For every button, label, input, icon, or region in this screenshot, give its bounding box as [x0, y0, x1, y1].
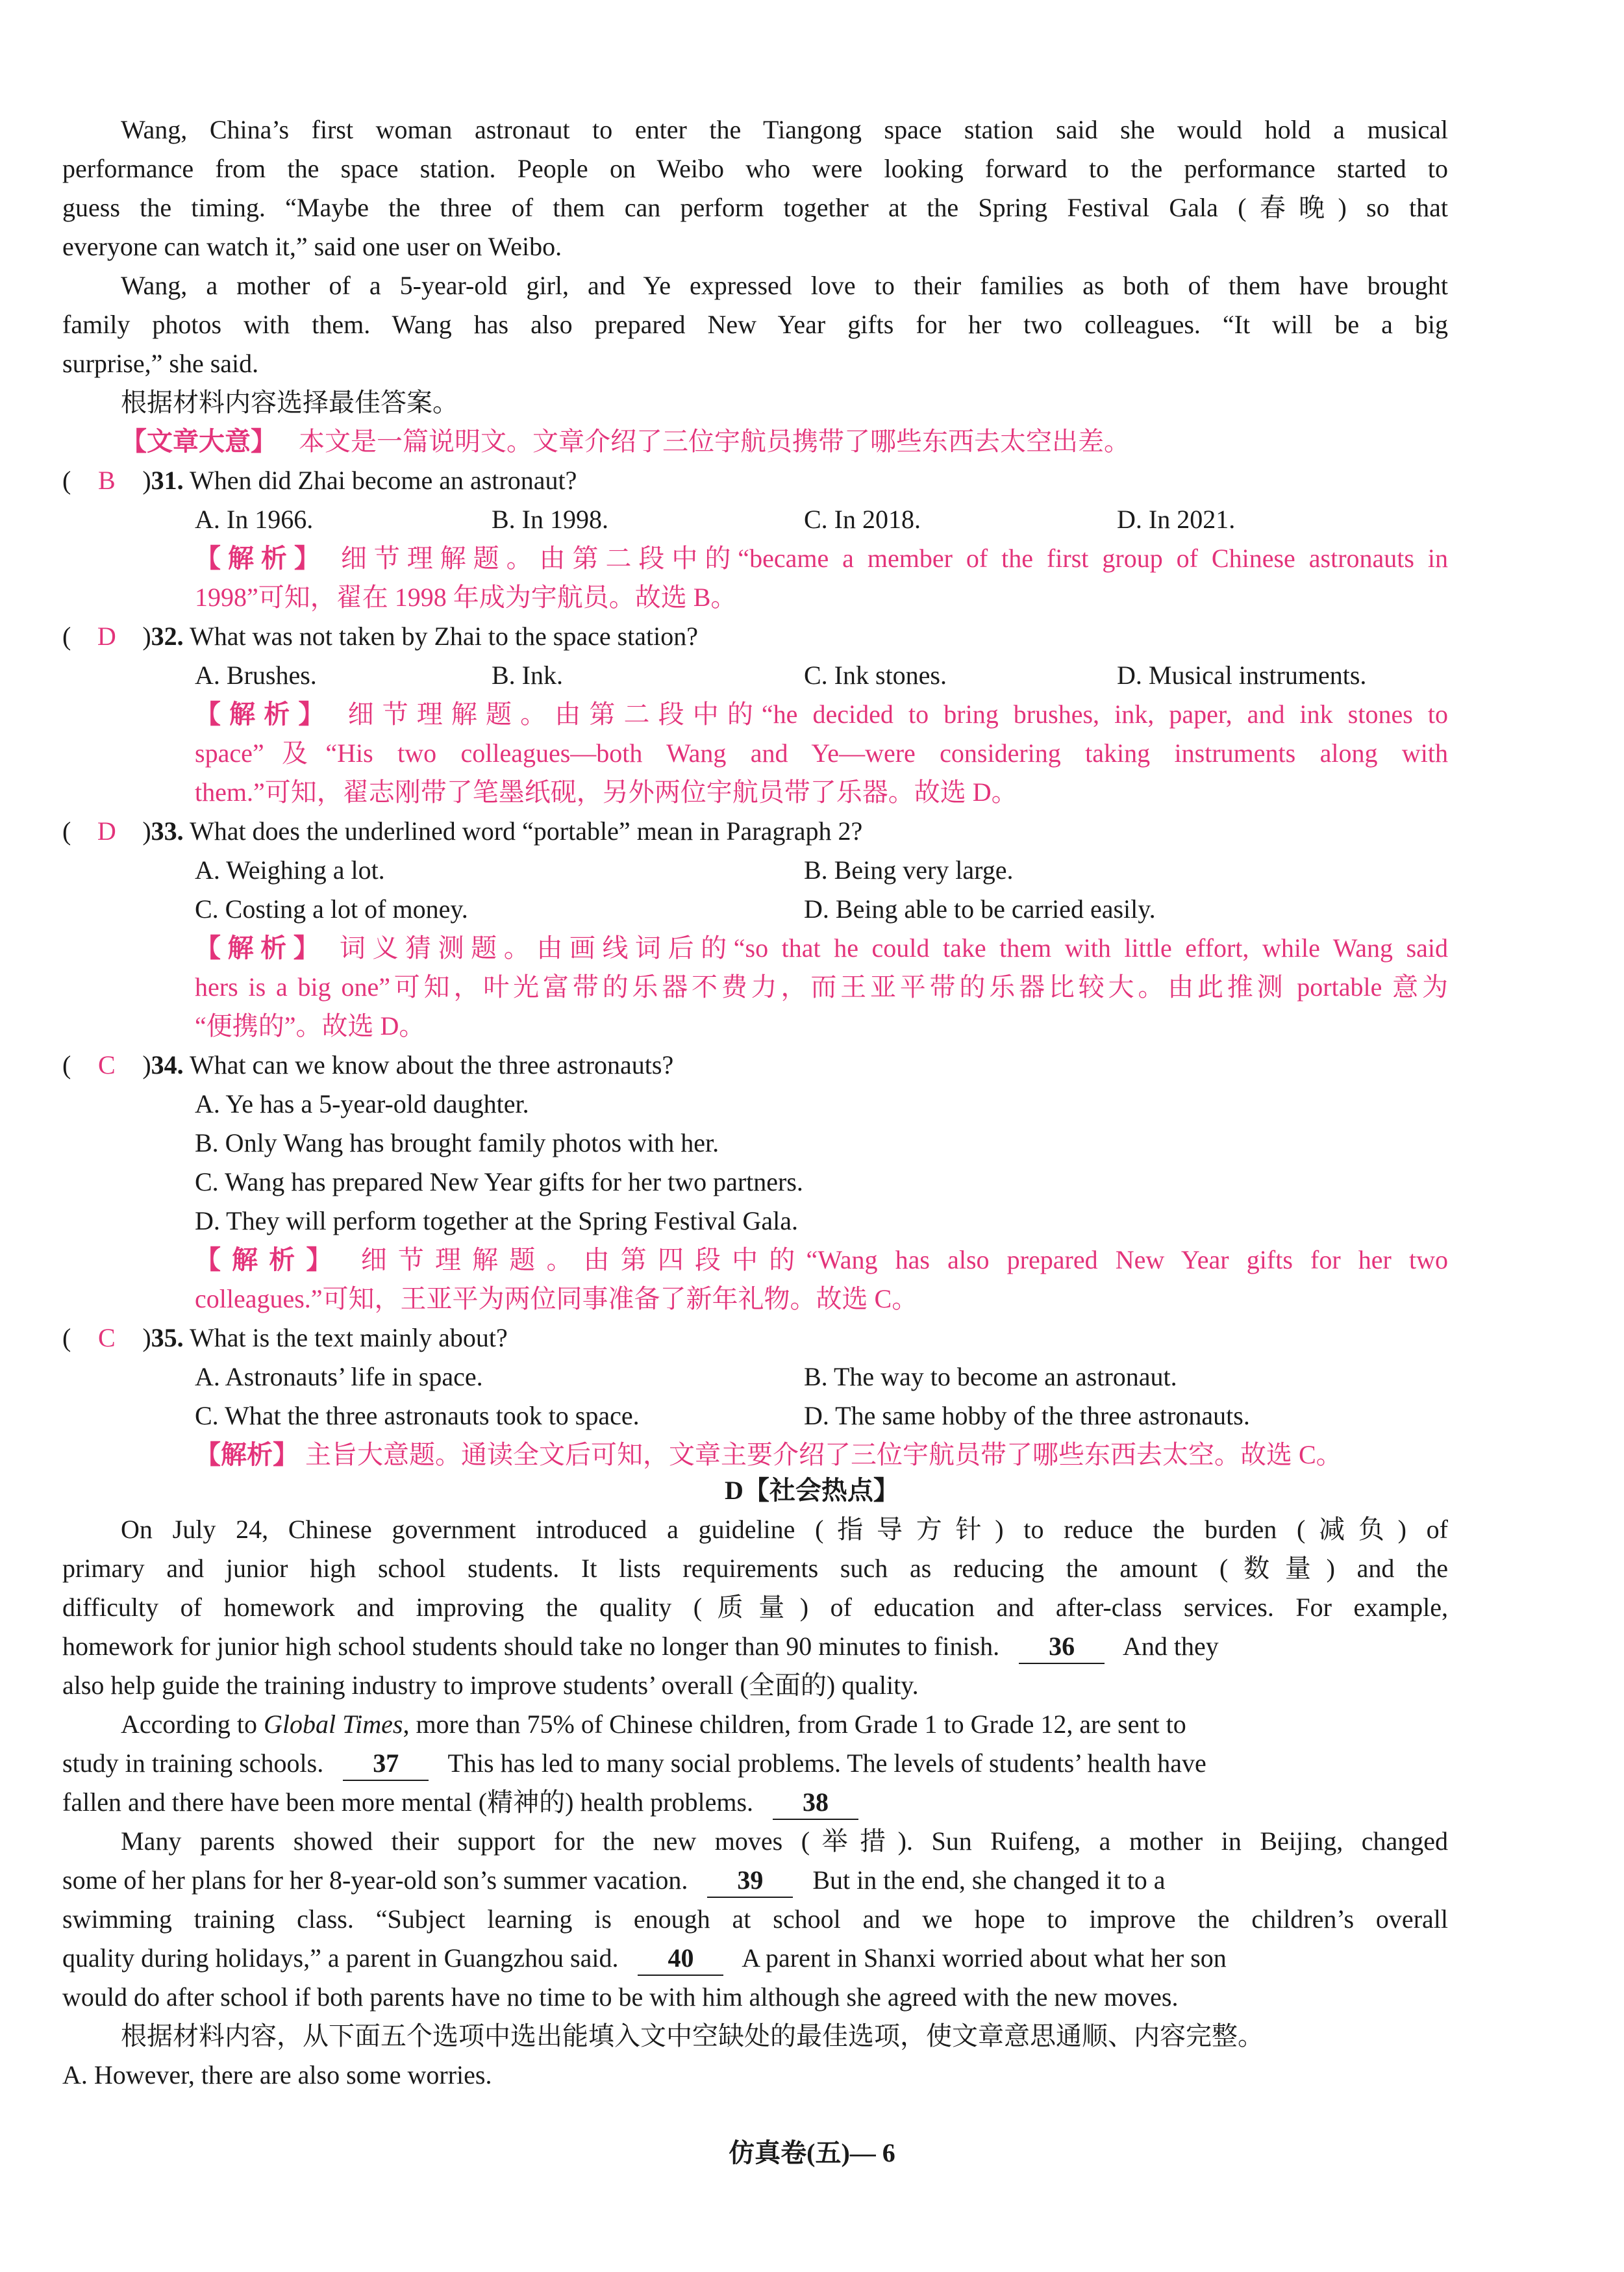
- question-number: 31.: [151, 466, 184, 495]
- publication-name: Global Times: [263, 1710, 403, 1739]
- passage-text: quality during holidays,” a parent in Guangzhou said.: [62, 1943, 619, 1973]
- question-number: 32.: [151, 622, 184, 651]
- passage-line: swimming training class. “Subject learning is enough at school and we hope to improve the children’s overall: [62, 1904, 1448, 1934]
- passage-line: [62, 1744, 1448, 1783]
- analysis-31: [195, 539, 1448, 578]
- passage-line: Many parents showed their support for the new moves (举措). Sun Ruifeng, a mother in Beijing, changed: [121, 1826, 1448, 1856]
- analysis-text: space”及“His two colleagues—both Wang and Ye—were considering taking instruments along with: [195, 738, 1448, 768]
- question-number: 35.: [151, 1323, 184, 1352]
- option: A. Weighing a lot.: [195, 855, 385, 885]
- option: A. Astronauts’ life in space.: [195, 1362, 483, 1391]
- option: A. In 1966.: [195, 505, 314, 534]
- passage-text: , more than 75% of Chinese children, from Grade 1 to Grade 12, are sent to: [403, 1710, 1186, 1739]
- passage-text: This has led to many social problems. The levels of students’ health have: [447, 1748, 1206, 1778]
- analysis-tag: 【解析】: [195, 1245, 344, 1274]
- passage-line: primary and junior high school students. It lists requirements such as reducing the amount (数量) and the: [62, 1554, 1448, 1583]
- passage-line: surprise,” she said.: [62, 349, 259, 378]
- passage-text: study in training schools.: [62, 1748, 324, 1778]
- passage-line: Wang, a mother of a 5-year-old girl, and Ye expressed love to their families as both of them have brought: [121, 271, 1448, 300]
- passage-line: [62, 1627, 1448, 1666]
- blank-40[interactable]: 40: [638, 1942, 723, 1976]
- passage-line: also help guide the training industry to improve students’ overall (全面的) quality.: [62, 1671, 919, 1700]
- passage-text: fallen and there have been more mental (精神的) health problems.: [62, 1787, 754, 1817]
- option: D. Being able to be carried easily.: [804, 894, 1156, 924]
- blank-39[interactable]: 39: [707, 1864, 793, 1898]
- passage-line: would do after school if both parents have no time to be with him although she agreed with the new moves.: [62, 1982, 1179, 2012]
- instruction-text: 根据材料内容，从下面五个选项中选出能填入文中空缺处的最佳选项，使文章意思通顺、内容完整。: [121, 2021, 1264, 2051]
- option: C. Costing a lot of money.: [195, 894, 468, 924]
- question-number: 33.: [151, 816, 184, 846]
- option: C. In 2018.: [804, 505, 921, 534]
- passage-line: [62, 1861, 1448, 1900]
- option: B. Only Wang has brought family photos with her.: [195, 1128, 719, 1157]
- analysis-text: 主旨大意题。通读全文后可知，文章主要介绍了三位宇航员带了哪些东西去太空。故选 C。: [305, 1440, 1342, 1469]
- analysis-text: 细节理解题。由第二段中的“he decided to bring brushes, ink, paper, and ink stones to: [347, 700, 1449, 729]
- analysis-text: 细节理解题。由第二段中的“became a member of the first group of Chinese astronauts in: [340, 544, 1449, 573]
- option: C. What the three astronauts took to space.: [195, 1401, 640, 1430]
- option: B. The way to become an astronaut.: [804, 1362, 1177, 1391]
- option: A. Brushes.: [195, 661, 317, 690]
- summary-text: 本文是一篇说明文。文章介绍了三位宇航员携带了哪些东西去太空出差。: [299, 427, 1130, 456]
- analysis-text: 细节理解题。由第四段中的“Wang has also prepared New Year gifts for her two: [360, 1245, 1449, 1274]
- passage-line: [121, 1705, 1448, 1744]
- analysis-text: 1998”可知，翟在 1998 年成为宇航员。故选 B。: [195, 583, 737, 612]
- question-number: 34.: [151, 1050, 184, 1079]
- question-31: ( B )31. When did Zhai become an astronaut?: [62, 461, 1448, 500]
- answer-33: D: [97, 816, 116, 846]
- question-stem: When did Zhai become an astronaut?: [189, 466, 577, 495]
- analysis-text: them.”可知，翟志刚带了笔墨纸砚，另外两位宇航员带了乐器。故选 D。: [195, 777, 1018, 807]
- option: C. Ink stones.: [804, 661, 947, 690]
- answer-35: C: [97, 1323, 116, 1352]
- summary-tag: 【文章大意】: [121, 427, 277, 456]
- analysis-tag: 【解析】: [195, 700, 333, 729]
- question-stem: What is the text mainly about?: [189, 1323, 508, 1352]
- analysis-text: hers is a big one”可知，叶光富带的乐器不费力，而王亚平带的乐器比较大。由此推测 portable 意为: [195, 972, 1448, 1002]
- option-a: A. However, there are also some worries.: [62, 2060, 492, 2089]
- question-stem: What can we know about the three astronauts?: [189, 1050, 674, 1079]
- option: D. In 2021.: [1117, 505, 1236, 534]
- analysis-32: [195, 695, 1448, 734]
- analysis-33: [195, 929, 1448, 968]
- section-title: D【社会热点】: [725, 1476, 899, 1505]
- analysis-text: “便携的”。故选 D。: [195, 1011, 425, 1041]
- option: B. In 1998.: [492, 505, 608, 534]
- analysis-tag: 【解析】: [195, 544, 327, 573]
- blank-38[interactable]: 38: [773, 1786, 858, 1820]
- passage-text: But in the end, she changed it to a: [812, 1865, 1166, 1895]
- instruction-text: 根据材料内容选择最佳答案。: [121, 388, 458, 417]
- passage-text: homework for junior high school students should take no longer than 90 minutes to finish.: [62, 1632, 1000, 1661]
- question-stem: What was not taken by Zhai to the space station?: [189, 622, 699, 651]
- option: A. Ye has a 5-year-old daughter.: [195, 1089, 529, 1118]
- page-footer: 仿真卷(五)— 6: [729, 2138, 895, 2167]
- analysis-tag: 【解析】: [195, 1440, 299, 1469]
- summary: [121, 422, 1448, 461]
- option: C. Wang has prepared New Year gifts for her two partners.: [195, 1167, 803, 1196]
- passage-text: A parent in Shanxi worried about what her son: [742, 1943, 1227, 1973]
- passage-line: family photos with them. Wang has also prepared New Year gifts for her two colleagues. “It will be a big: [62, 310, 1448, 339]
- passage-text: some of her plans for her 8-year-old son’s summer vacation.: [62, 1865, 688, 1895]
- analysis-34: [195, 1241, 1448, 1280]
- blank-36[interactable]: 36: [1019, 1630, 1105, 1664]
- blank-37[interactable]: 37: [343, 1747, 429, 1781]
- answer-32: D: [97, 622, 116, 651]
- option: B. Being very large.: [804, 855, 1014, 885]
- passage-line: Wang, China’s first woman astronaut to enter the Tiangong space station said she would hold a musical: [121, 115, 1448, 144]
- option: B. Ink.: [492, 661, 563, 690]
- question-35: ( C )35. What is the text mainly about?: [62, 1319, 1448, 1357]
- passage-text: According to: [121, 1710, 264, 1739]
- passage-line: [62, 1939, 1448, 1978]
- option: D. Musical instruments.: [1117, 661, 1367, 690]
- analysis-35: [195, 1435, 1448, 1474]
- passage-line: performance from the space station. People on Weibo who were looking forward to the performance started to: [62, 154, 1448, 183]
- passage-line: guess the timing. “Maybe the three of them can perform together at the Spring Festival Gala (春晚) so that: [62, 193, 1448, 222]
- answer-31: B: [97, 466, 116, 495]
- analysis-text: colleagues.”可知，王亚平为两位同事准备了新年礼物。故选 C。: [195, 1284, 918, 1313]
- passage-line: everyone can watch it,” said one user on Weibo.: [62, 232, 562, 261]
- passage-line: difficulty of homework and improving the quality (质量) of education and after-class services. For example,: [62, 1593, 1448, 1622]
- question-stem: What does the underlined word “portable” mean in Paragraph 2?: [189, 816, 863, 846]
- passage-line: [62, 1783, 1448, 1822]
- analysis-text: 词义猜测题。由画线词后的“so that he could take them with little effort, while Wang said: [339, 933, 1449, 963]
- analysis-tag: 【解析】: [195, 933, 327, 963]
- option: D. The same hobby of the three astronauts.: [804, 1401, 1250, 1430]
- passage-text: And they: [1122, 1632, 1219, 1661]
- question-32: ( D )32. What was not taken by Zhai to the space station?: [62, 617, 1448, 656]
- passage-line: On July 24, Chinese government introduced a guideline (指导方针) to reduce the burden (减负) of: [121, 1515, 1448, 1544]
- question-34: ( C )34. What can we know about the three astronauts?: [62, 1046, 1448, 1085]
- option: D. They will perform together at the Spring Festival Gala.: [195, 1206, 799, 1235]
- question-33: ( D )33. What does the underlined word “portable” mean in Paragraph 2?: [62, 812, 1448, 851]
- answer-34: C: [97, 1050, 116, 1079]
